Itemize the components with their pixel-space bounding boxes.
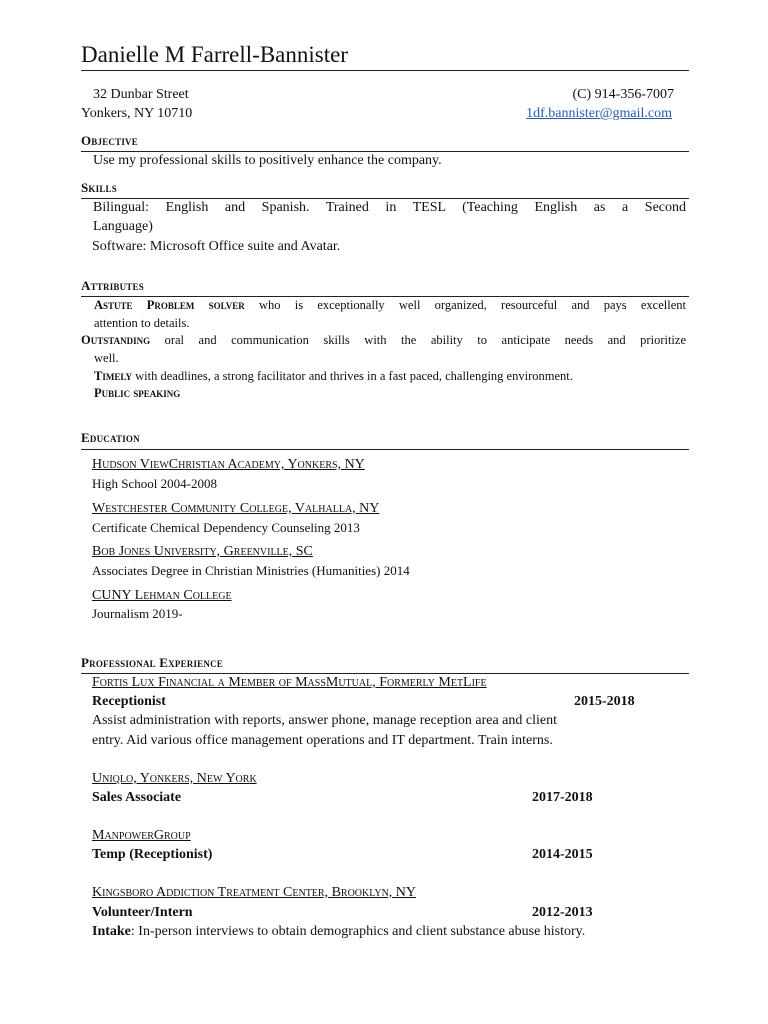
attribute-public-speaking: Public speaking xyxy=(94,386,181,400)
attribute-text: who is exceptionally well organized, resourceful and pays excellent xyxy=(244,298,686,312)
email-link[interactable]: 1df.bannister@gmail.com xyxy=(526,106,672,121)
school-name: CUNY Lehman College xyxy=(92,588,232,603)
intake-text: : In-person interviews to obtain demographics and client substance abuse history. xyxy=(130,924,586,939)
experience-divider xyxy=(81,673,689,674)
employer-name: ManpowerGroup xyxy=(92,828,191,843)
street-address: 32 Dunbar Street xyxy=(93,87,189,102)
attribute-text: oral and communication skills with the ability to anticipate needs and prioritize xyxy=(150,333,686,347)
job-description-cont: entry. Aid various office management operations and IT department. Train interns. xyxy=(92,733,553,748)
objective-text: Use my professional skills to positively enhance the company. xyxy=(93,153,442,168)
attribute-problem-solver-cont: attention to details. xyxy=(94,316,190,330)
school-detail: Associates Degree in Christian Ministries (Humanities) 2014 xyxy=(92,563,410,578)
candidate-name: Danielle M Farrell-Bannister xyxy=(81,42,348,67)
employer-name: Kingsboro Addiction Treatment Center, Brooklyn, NY xyxy=(92,885,417,900)
attribute-label: Outstanding xyxy=(81,333,151,347)
job-description: Assist administration with reports, answer phone, manage reception area and client xyxy=(92,713,557,728)
employer-name: Uniqlo, Yonkers, New York xyxy=(92,771,257,786)
job-title: Volunteer/Intern xyxy=(92,905,193,920)
school-name: Hudson ViewChristian Academy, Yonkers, NY xyxy=(92,457,365,472)
school-detail: High School 2004-2008 xyxy=(92,476,217,491)
objective-divider xyxy=(81,151,689,152)
job-title: Temp (Receptionist) xyxy=(92,847,213,862)
attribute-text: with deadlines, a strong facilitator and thrives in a fast paced, challenging environment. xyxy=(132,369,573,383)
job-dates: 2017-2018 xyxy=(532,790,593,805)
school-detail: Journalism 2019- xyxy=(92,606,183,621)
job-dates: 2014-2015 xyxy=(532,847,593,862)
education-heading: Education xyxy=(81,430,140,445)
job-title: Sales Associate xyxy=(92,790,182,805)
skills-heading: Skills xyxy=(81,180,117,195)
education-divider xyxy=(81,449,689,450)
skills-divider xyxy=(81,198,689,199)
skills-software: Software: Microsoft Office suite and Avatar. xyxy=(92,239,341,254)
attribute-problem-solver xyxy=(94,298,686,313)
attribute-outstanding xyxy=(81,333,686,348)
phone-number: (C) 914-356-7007 xyxy=(572,87,674,102)
attribute-label: Timely xyxy=(94,369,133,383)
attribute-label: Astute Problem solver xyxy=(94,298,245,312)
school-detail: Certificate Chemical Dependency Counseling 2013 xyxy=(92,520,360,535)
city-state-zip: Yonkers, NY 10710 xyxy=(81,106,193,121)
job-intake xyxy=(92,924,585,940)
attribute-timely xyxy=(94,369,573,384)
school-name: Westchester Community College, Valhalla, NY xyxy=(92,501,380,516)
job-title: Receptionist xyxy=(92,694,166,709)
job-dates: 2015-2018 xyxy=(574,694,635,709)
job-dates: 2012-2013 xyxy=(532,905,593,920)
experience-heading: Professional Experience xyxy=(81,655,223,670)
attributes-heading: Attributes xyxy=(81,278,144,293)
employer-name: Fortis Lux Financial a Member of MassMutual, Formerly MetLife xyxy=(92,675,487,690)
attributes-divider xyxy=(81,296,689,297)
intake-label: Intake xyxy=(92,924,131,939)
header-divider xyxy=(81,70,689,71)
school-name: Bob Jones University, Greenville, SC xyxy=(92,544,313,559)
skills-bilingual-cont: Language) xyxy=(93,219,153,234)
skills-bilingual: Bilingual: English and Spanish. Trained in TESL (Teaching English as a Second xyxy=(93,200,686,215)
attribute-outstanding-cont: well. xyxy=(94,351,119,365)
objective-heading: Objective xyxy=(81,133,138,148)
